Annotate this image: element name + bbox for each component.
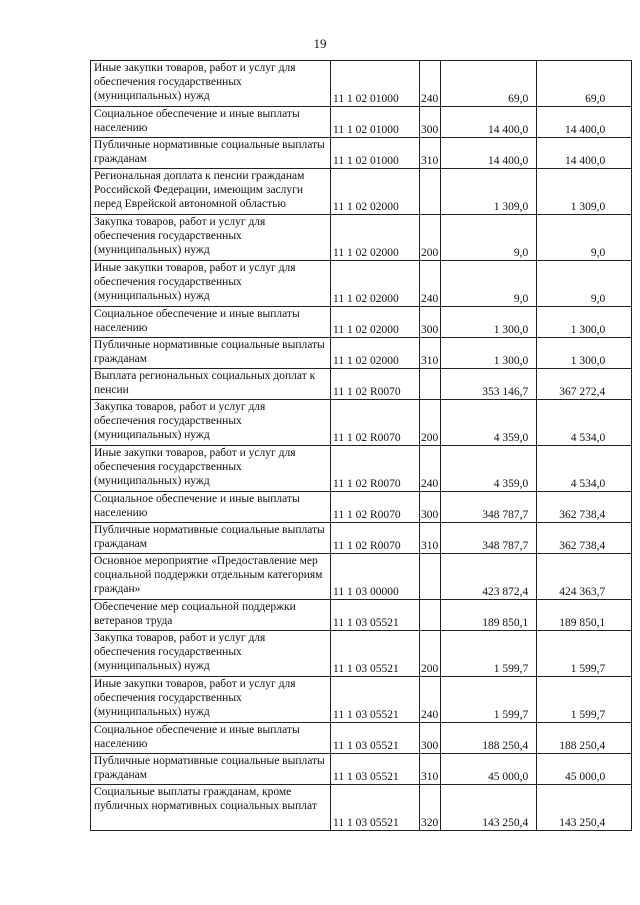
row-name-cell: Обеспечение мер социальной поддержки ветеранов труда <box>91 600 331 631</box>
row-sum-year2-cell: 1 599,7 <box>537 677 632 723</box>
row-sum-year1-cell: 45 000,0 <box>441 754 537 785</box>
row-expense-type-cell <box>420 554 441 600</box>
table-row <box>91 107 632 138</box>
table-row <box>91 723 632 754</box>
row-sum-year2-cell: 4 534,0 <box>537 446 632 492</box>
table-row <box>91 338 632 369</box>
row-name-cell: Иные закупки товаров, работ и услуг для обеспечения государственных (муниципальных) нужд <box>91 61 331 107</box>
row-name-cell: Региональная доплата к пенсии гражданам Российской Федерации, имеющим заслуги перед Еврейской автономной областью <box>91 169 331 215</box>
row-sum-year2-cell: 189 850,1 <box>537 600 632 631</box>
row-expense-type-cell: 300 <box>420 307 441 338</box>
row-expense-type-cell <box>420 369 441 400</box>
row-sum-year1-cell: 1 599,7 <box>441 677 537 723</box>
row-code-cell: 11 1 03 05521 <box>331 785 420 831</box>
row-code-cell: 11 1 02 01000 <box>331 107 420 138</box>
row-sum-year2-cell: 362 738,4 <box>537 523 632 554</box>
row-sum-year1-cell: 1 599,7 <box>441 631 537 677</box>
row-code-cell: 11 1 02 R0070 <box>331 369 420 400</box>
row-expense-type-cell: 320 <box>420 785 441 831</box>
row-expense-type-cell: 240 <box>420 446 441 492</box>
table-row <box>91 754 632 785</box>
row-sum-year1-cell: 14 400,0 <box>441 138 537 169</box>
row-sum-year1-cell: 69,0 <box>441 61 537 107</box>
row-sum-year2-cell: 14 400,0 <box>537 107 632 138</box>
row-code-cell: 11 1 03 00000 <box>331 554 420 600</box>
row-code-cell: 11 1 02 R0070 <box>331 446 420 492</box>
row-sum-year2-cell: 424 363,7 <box>537 554 632 600</box>
budget-table <box>90 60 632 831</box>
row-sum-year2-cell: 45 000,0 <box>537 754 632 785</box>
row-sum-year1-cell: 143 250,4 <box>441 785 537 831</box>
row-sum-year2-cell: 1 599,7 <box>537 631 632 677</box>
row-expense-type-cell: 240 <box>420 261 441 307</box>
row-sum-year1-cell: 353 146,7 <box>441 369 537 400</box>
row-sum-year2-cell: 367 272,4 <box>537 369 632 400</box>
row-expense-type-cell <box>420 600 441 631</box>
table-row <box>91 600 632 631</box>
row-code-cell: 11 1 02 01000 <box>331 138 420 169</box>
row-expense-type-cell: 300 <box>420 107 441 138</box>
row-sum-year2-cell: 362 738,4 <box>537 492 632 523</box>
table-row <box>91 523 632 554</box>
row-name-cell: Основное мероприятие «Предоставление мер социальной поддержки отдельным категориям граждан» <box>91 554 331 600</box>
row-code-cell: 11 1 03 05521 <box>331 600 420 631</box>
table-row <box>91 307 632 338</box>
row-code-cell: 11 1 02 02000 <box>331 261 420 307</box>
row-sum-year2-cell: 1 309,0 <box>537 169 632 215</box>
row-code-cell: 11 1 03 05521 <box>331 631 420 677</box>
table-row <box>91 261 632 307</box>
row-expense-type-cell: 200 <box>420 631 441 677</box>
row-name-cell: Закупка товаров, работ и услуг для обеспечения государственных (муниципальных) нужд <box>91 631 331 677</box>
row-sum-year2-cell: 14 400,0 <box>537 138 632 169</box>
row-sum-year1-cell: 348 787,7 <box>441 523 537 554</box>
row-expense-type-cell: 310 <box>420 523 441 554</box>
table-row <box>91 169 632 215</box>
row-sum-year1-cell: 423 872,4 <box>441 554 537 600</box>
row-sum-year2-cell: 188 250,4 <box>537 723 632 754</box>
table-row <box>91 400 632 446</box>
row-sum-year1-cell: 9,0 <box>441 215 537 261</box>
row-name-cell: Социальные выплаты гражданам, кроме публичных нормативных социальных выплат <box>91 785 331 831</box>
row-name-cell: Публичные нормативные социальные выплаты гражданам <box>91 523 331 554</box>
row-name-cell: Социальное обеспечение и иные выплаты населению <box>91 723 331 754</box>
table-row <box>91 492 632 523</box>
row-code-cell: 11 1 03 05521 <box>331 754 420 785</box>
row-sum-year1-cell: 14 400,0 <box>441 107 537 138</box>
row-sum-year2-cell: 143 250,4 <box>537 785 632 831</box>
table-row <box>91 61 632 107</box>
row-name-cell: Социальное обеспечение и иные выплаты населению <box>91 492 331 523</box>
row-code-cell: 11 1 02 R0070 <box>331 400 420 446</box>
row-name-cell: Закупка товаров, работ и услуг для обеспечения государственных (муниципальных) нужд <box>91 215 331 261</box>
row-expense-type-cell <box>420 169 441 215</box>
row-sum-year1-cell: 189 850,1 <box>441 600 537 631</box>
table-row <box>91 446 632 492</box>
table-row <box>91 785 632 831</box>
table-row <box>91 554 632 600</box>
row-name-cell: Выплата региональных социальных доплат к пенсии <box>91 369 331 400</box>
row-expense-type-cell: 240 <box>420 677 441 723</box>
row-name-cell: Иные закупки товаров, работ и услуг для обеспечения государственных (муниципальных) нужд <box>91 261 331 307</box>
row-name-cell: Закупка товаров, работ и услуг для обеспечения государственных (муниципальных) нужд <box>91 400 331 446</box>
row-name-cell: Иные закупки товаров, работ и услуг для обеспечения государственных (муниципальных) нужд <box>91 677 331 723</box>
row-code-cell: 11 1 02 02000 <box>331 169 420 215</box>
row-sum-year1-cell: 9,0 <box>441 261 537 307</box>
row-code-cell: 11 1 03 05521 <box>331 677 420 723</box>
row-code-cell: 11 1 02 01000 <box>331 61 420 107</box>
row-expense-type-cell: 300 <box>420 492 441 523</box>
row-expense-type-cell: 200 <box>420 215 441 261</box>
row-sum-year1-cell: 4 359,0 <box>441 400 537 446</box>
row-code-cell: 11 1 02 02000 <box>331 338 420 369</box>
row-sum-year1-cell: 1 309,0 <box>441 169 537 215</box>
row-expense-type-cell: 310 <box>420 138 441 169</box>
row-sum-year2-cell: 69,0 <box>537 61 632 107</box>
row-sum-year1-cell: 348 787,7 <box>441 492 537 523</box>
table-row <box>91 138 632 169</box>
row-expense-type-cell: 300 <box>420 723 441 754</box>
table-row <box>91 677 632 723</box>
row-sum-year1-cell: 1 300,0 <box>441 338 537 369</box>
row-code-cell: 11 1 02 R0070 <box>331 523 420 554</box>
table-row <box>91 631 632 677</box>
table-row <box>91 369 632 400</box>
row-code-cell: 11 1 02 R0070 <box>331 492 420 523</box>
row-expense-type-cell: 240 <box>420 61 441 107</box>
row-sum-year2-cell: 4 534,0 <box>537 400 632 446</box>
table-row <box>91 215 632 261</box>
row-expense-type-cell: 310 <box>420 338 441 369</box>
row-sum-year1-cell: 188 250,4 <box>441 723 537 754</box>
row-sum-year2-cell: 9,0 <box>537 215 632 261</box>
row-expense-type-cell: 200 <box>420 400 441 446</box>
row-name-cell: Публичные нормативные социальные выплаты гражданам <box>91 338 331 369</box>
row-name-cell: Иные закупки товаров, работ и услуг для обеспечения государственных (муниципальных) нужд <box>91 446 331 492</box>
table-body <box>91 61 632 831</box>
page-number: 19 <box>313 36 327 51</box>
row-code-cell: 11 1 03 05521 <box>331 723 420 754</box>
row-sum-year2-cell: 1 300,0 <box>537 338 632 369</box>
row-sum-year1-cell: 1 300,0 <box>441 307 537 338</box>
row-sum-year1-cell: 4 359,0 <box>441 446 537 492</box>
row-name-cell: Публичные нормативные социальные выплаты гражданам <box>91 754 331 785</box>
row-name-cell: Публичные нормативные социальные выплаты гражданам <box>91 138 331 169</box>
row-code-cell: 11 1 02 02000 <box>331 307 420 338</box>
row-sum-year2-cell: 9,0 <box>537 261 632 307</box>
row-name-cell: Социальное обеспечение и иные выплаты населению <box>91 107 331 138</box>
row-expense-type-cell: 310 <box>420 754 441 785</box>
row-sum-year2-cell: 1 300,0 <box>537 307 632 338</box>
row-code-cell: 11 1 02 02000 <box>331 215 420 261</box>
row-name-cell: Социальное обеспечение и иные выплаты населению <box>91 307 331 338</box>
